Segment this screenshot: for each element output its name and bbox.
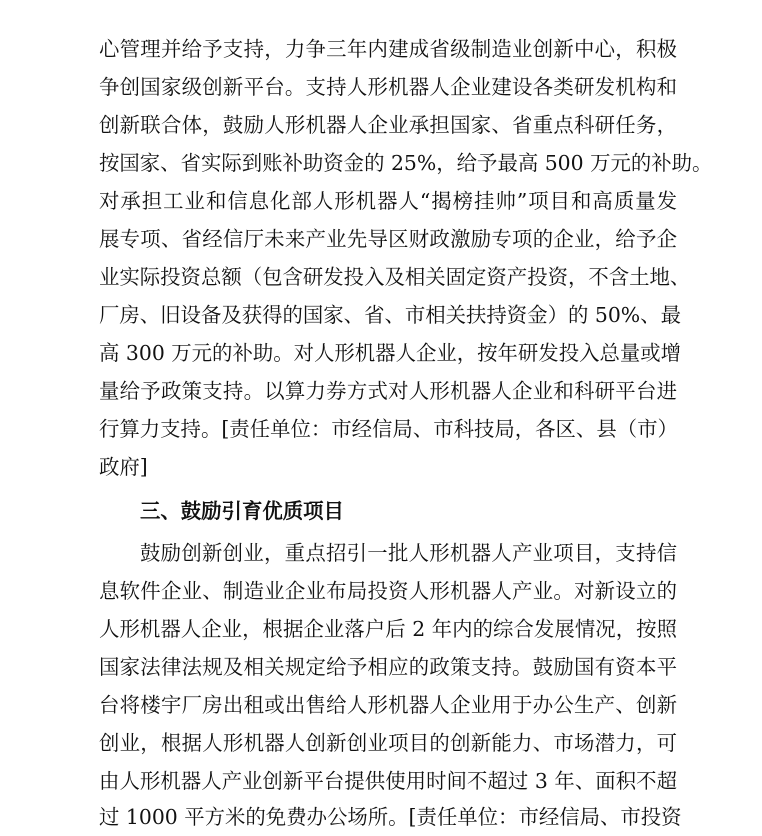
text-line: 高 300 万元的补助。对人形机器人企业，按年研发投入总量或增: [99, 341, 682, 365]
text-line: 展专项、省经信厅未来产业先导区财政激励专项的企业，给予企: [99, 227, 677, 251]
text-line: 国家法律法规及相关规定给予相应的政策支持。鼓励国有资本平: [99, 655, 677, 679]
text-line: 人形机器人企业，根据企业落户后 2 年内的综合发展情况，按照: [99, 617, 677, 641]
text-line: 心管理并给予支持，力争三年内建成省级制造业创新中心，积极: [99, 37, 677, 61]
text-line: 鼓励创新创业，重点招引一批人形机器人产业项目，支持信: [140, 541, 677, 565]
text-line: 台将楼宇厂房出租或出售给人形机器人企业用于办公生产、创新: [99, 693, 677, 717]
text-line: 创新联合体，鼓励人形机器人企业承担国家、省重点科研任务，: [99, 113, 677, 137]
text-line: 行算力支持。[责任单位：市经信局、市科技局，各区、县（市）: [99, 417, 678, 441]
text-line: 量给予政策支持。以算力券方式对人形机器人企业和科研平台进: [99, 379, 677, 403]
text-line: 息软件企业、制造业企业布局投资人形机器人产业。对新设立的: [99, 579, 677, 603]
section-heading: 三、鼓励引育优质项目: [140, 499, 344, 523]
text-line: 业实际投资总额（包含研发投入及相关固定资产投资，不含土地、: [99, 265, 691, 289]
text-line: 按国家、省实际到账补助资金的 25%，给予最高 500 万元的补助。: [99, 151, 713, 175]
text-line: 创业，根据人形机器人创新创业项目的创新能力、市场潜力，可: [99, 731, 677, 755]
text-line: 争创国家级创新平台。支持人形机器人企业建设各类研发机构和: [99, 75, 677, 99]
text-line: 过 1000 平方米的免费办公场所。[责任单位：市经信局、市投资: [99, 805, 682, 829]
text-line: 由人形机器人产业创新平台提供使用时间不超过 3 年、面积不超: [99, 769, 677, 793]
text-line: 厂房、旧设备及获得的国家、省、市相关扶持资金）的 50%、最: [99, 303, 681, 327]
text-line: 政府]: [99, 455, 148, 479]
text-line: 对承担工业和信息化部人形机器人“揭榜挂帅”项目和高质量发: [99, 189, 677, 213]
